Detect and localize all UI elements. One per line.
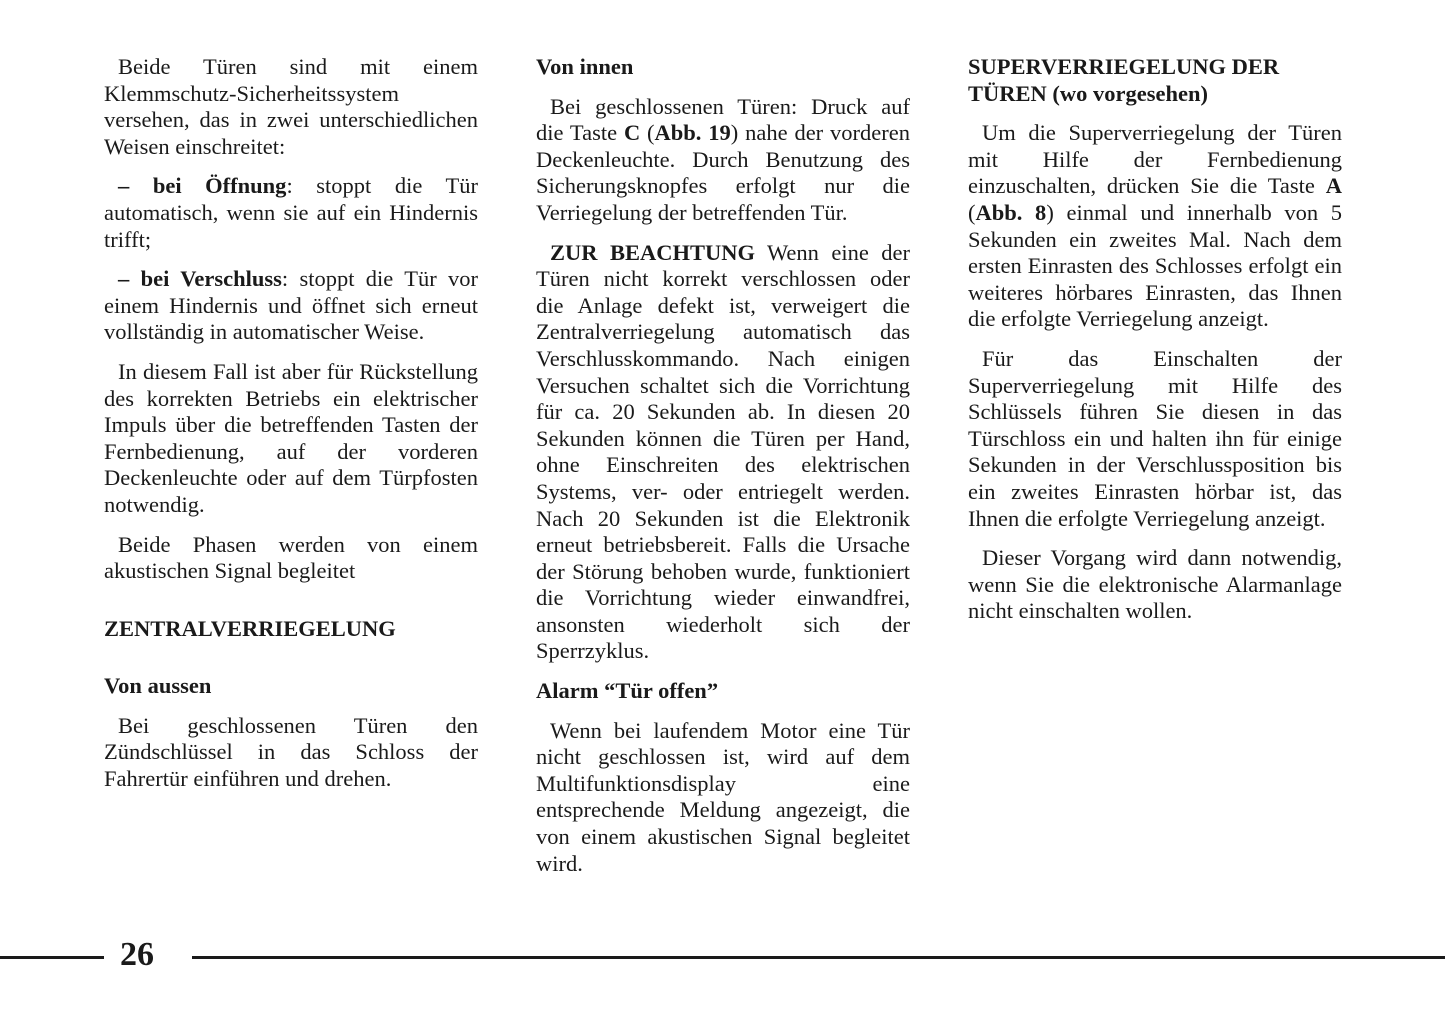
opening-text: : stoppt die Tür automatisch, wenn sie auf ein Hindernis trifft; — [104, 173, 478, 252]
outside-paragraph: Bei geschlossenen Türen den Zündschlüssel in das Schloss der Fahrertür einführen und drehen. — [104, 712, 478, 792]
key-c: C — [623, 120, 641, 146]
necessity-paragraph: Dieser Vorgang wird dann notwendig, wenn Sie die elektronische Alarmanlage nicht einschalten wollen. — [968, 545, 1342, 624]
signal-paragraph: Beide Phasen werden von einem akustischen Signal begleitet — [104, 531, 478, 584]
alarm-paragraph: Wenn bei laufendem Motor eine Tür nicht geschlossen ist, wird auf dem Multifunktionsdisplay eine entsprechende Meldung angezeigt, die von einem akustischen Signal begleitet wird. — [536, 717, 910, 876]
heading-central-locking: ZENTRALVERRIEGELUNG — [104, 615, 396, 641]
footer-rule-left — [0, 956, 104, 959]
column-middle — [536, 54, 910, 890]
inside-text-a: Bei geschlossenen Türen: Druck auf die Taste — [536, 93, 910, 146]
column-left — [104, 54, 478, 806]
list-item-opening — [104, 173, 478, 253]
intro-paragraph: Beide Türen sind mit einem Klemmschutz-Sicherheitssystem versehen, das in zwei unterschiedlichen Weisen einschreitet: — [104, 54, 478, 159]
remote-text-c: ) einmal und innerhalb von 5 Sekunden ein zweites Mal. Nach dem ersten Einrasten des Schlosses erfolgt ein weiteres hörbares Einrasten, das Ihnen die erfolgte Verriegelung anzeigt. — [968, 199, 1342, 332]
heading-super-line1: SUPERVERRIEGELUNG DER — [968, 54, 1280, 79]
remote-text-b: ( — [968, 199, 976, 225]
note-text: Wenn eine der Türen nicht korrekt verschlossen oder die Anlage defekt ist, verweigert die Zentralverriegelung automatisch das Verschlusskommando. Nach einigen Versuchen schaltet sich die Vorrichtung für ca. 20 Sekunden ab. In diesen 20 Sekunden können die Türen per Hand, ohne Einschreiten des elektrischen Systems, ver- oder entriegelt werden. Nach 20 Sekunden ist die Elektronik erneut betriebsbereit. Falls die Ursache der Störung behoben wurde, funktioniert die Vorrichtung wieder einwandfrei, ansonsten wiederholt sich der Sperrzyklus. — [536, 239, 910, 664]
key-paragraph: Für das Einschalten der Superverriegelung mit Hilfe des Schlüssels führen Sie diesen in das Türschloss ein und halten ihn für einige Sekunden in der Verschlussposition bis ein zweites Einrasten hörbar ist, das Ihnen die erfolgte Verriegelung anzeigt. — [968, 345, 1342, 531]
key-a: A — [1325, 173, 1342, 199]
remote-text-a: Um die Superverriegelung der Türen mit Hilfe der Fernbedienung einzuschalten, drücken Sie die Taste — [968, 120, 1342, 199]
heading-from-inside: Von innen — [536, 54, 634, 79]
heading-door-open-alarm: Alarm “Tür offen” — [536, 678, 719, 704]
closing-label: – bei Verschluss — [118, 266, 282, 292]
inside-paragraph — [536, 94, 910, 227]
figure-ref-8: Abb. 8 — [975, 199, 1047, 225]
inside-text-c: ) nahe der vorderen Deckenleuchte. Durch Benutzung des Sicherungsknopfes erfolgt nur die Verriegelung der betreffenden Tür. — [536, 120, 910, 225]
figure-ref-19: Abb. 19 — [654, 120, 731, 146]
inside-text-b: ( — [640, 120, 655, 146]
closing-text: : stoppt die Tür vor einem Hindernis und öffnet sich erneut vollständig in automatischer Weise. — [104, 266, 478, 345]
reset-paragraph: In diesem Fall ist aber für Rückstellung des korrekten Betriebs ein elektrischer Impuls über die betreffenden Tasten der Fernbedienung, auf der vorderen Deckenleuchte oder auf dem Türpfosten notwendig. — [104, 358, 478, 517]
opening-label: – bei Öffnung — [118, 173, 287, 199]
column-right — [968, 54, 1342, 638]
note-paragraph — [536, 240, 910, 666]
heading-super-line2: TÜREN (wo vorgesehen) — [968, 80, 1208, 106]
heading-from-outside: Von aussen — [104, 673, 212, 699]
note-label: ZUR BEACHTUNG — [550, 239, 755, 265]
page-number: 26 — [120, 936, 154, 973]
heading-super-locking — [968, 54, 1342, 107]
list-item-closing — [104, 266, 478, 346]
footer-rule-right — [192, 956, 1445, 959]
remote-paragraph — [968, 120, 1342, 333]
